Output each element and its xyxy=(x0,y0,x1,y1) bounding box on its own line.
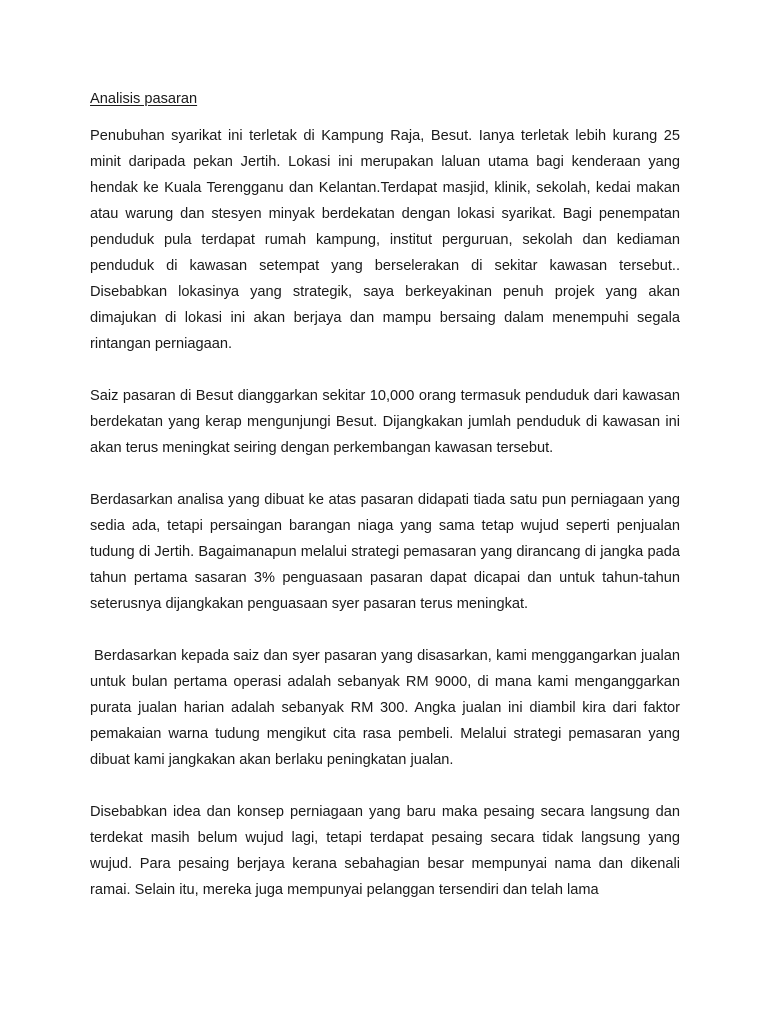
paragraph-sales-forecast: Berdasarkan kepada saiz dan syer pasaran yang disasarkan, kami menggangarkan jualan untuk bulan pertama operasi adalah sebanyak RM 9000, di mana kami menganggarkan purata jualan harian adalah sebanyak RM 300. Angka jualan ini diambil kira dari faktor pemakaian warna tudung mengikut cita rasa pembeli. Melalui strategi pemasaran yang dibuat kami jangkakan akan berlaku peningkatan jualan. xyxy=(90,648,680,768)
paragraph-competitors: Disebabkan idea dan konsep perniagaan yang baru maka pesaing secara langsung dan terdekat masih belum wujud lagi, tetapi terdapat pesaing secara tidak langsung yang wujud. Para pesaing berjaya kerana sebahagian besar mempunyai nama dan dikenali ramai. Selain itu, mereka juga mempunyai pelanggan tersendiri dan telah lama xyxy=(90,804,680,898)
paragraph-market-size: Saiz pasaran di Besut dianggarkan sekitar 10,000 orang termasuk penduduk dari kawasan berdekatan yang kerap mengunjungi Besut. Dijangkakan jumlah penduduk di kawasan ini akan terus meningkat seiring dengan perkembangan kawasan tersebut. xyxy=(90,388,680,456)
section-heading: Analisis pasaran xyxy=(90,91,198,107)
paragraph-market-analysis: Berdasarkan analisa yang dibuat ke atas pasaran didapati tiada satu pun perniagaan yang sedia ada, tetapi persaingan barangan niaga yang sama tetap wujud seperti penjualan tudung di Jertih. Bagaimanapun melalui strategi pemasaran yang dirancang di jangka pada tahun pertama sasaran 3% penguasaan pasaran dapat dicapai dan untuk tahun-tahun seterusnya dijangkakan penguasaan syer pasaran terus meningkat. xyxy=(90,492,680,612)
paragraph-location: Penubuhan syarikat ini terletak di Kampung Raja, Besut. Ianya terletak lebih kurang 25 minit daripada pekan Jertih. Lokasi ini merupakan laluan utama bagi kenderaan yang hendak ke Kuala Terengganu dan Kelantan.Terdapat masjid, klinik, sekolah, kedai makan atau warung dan stesyen minyak berdekatan dengan lokasi syarikat. Bagi penempatan penduduk pula terdapat rumah kampung, institut perguruan, sekolah dan kediaman penduduk di kawasan setempat yang berselerakan di sekitar kawasan tersebut.. Disebabkan lokasinya yang strategik, saya berkeyakinan penuh projek yang akan dimajukan di lokasi ini akan berjaya dan mampu bersaing dalam menempuhi segala rintangan perniagaan. xyxy=(90,128,680,352)
